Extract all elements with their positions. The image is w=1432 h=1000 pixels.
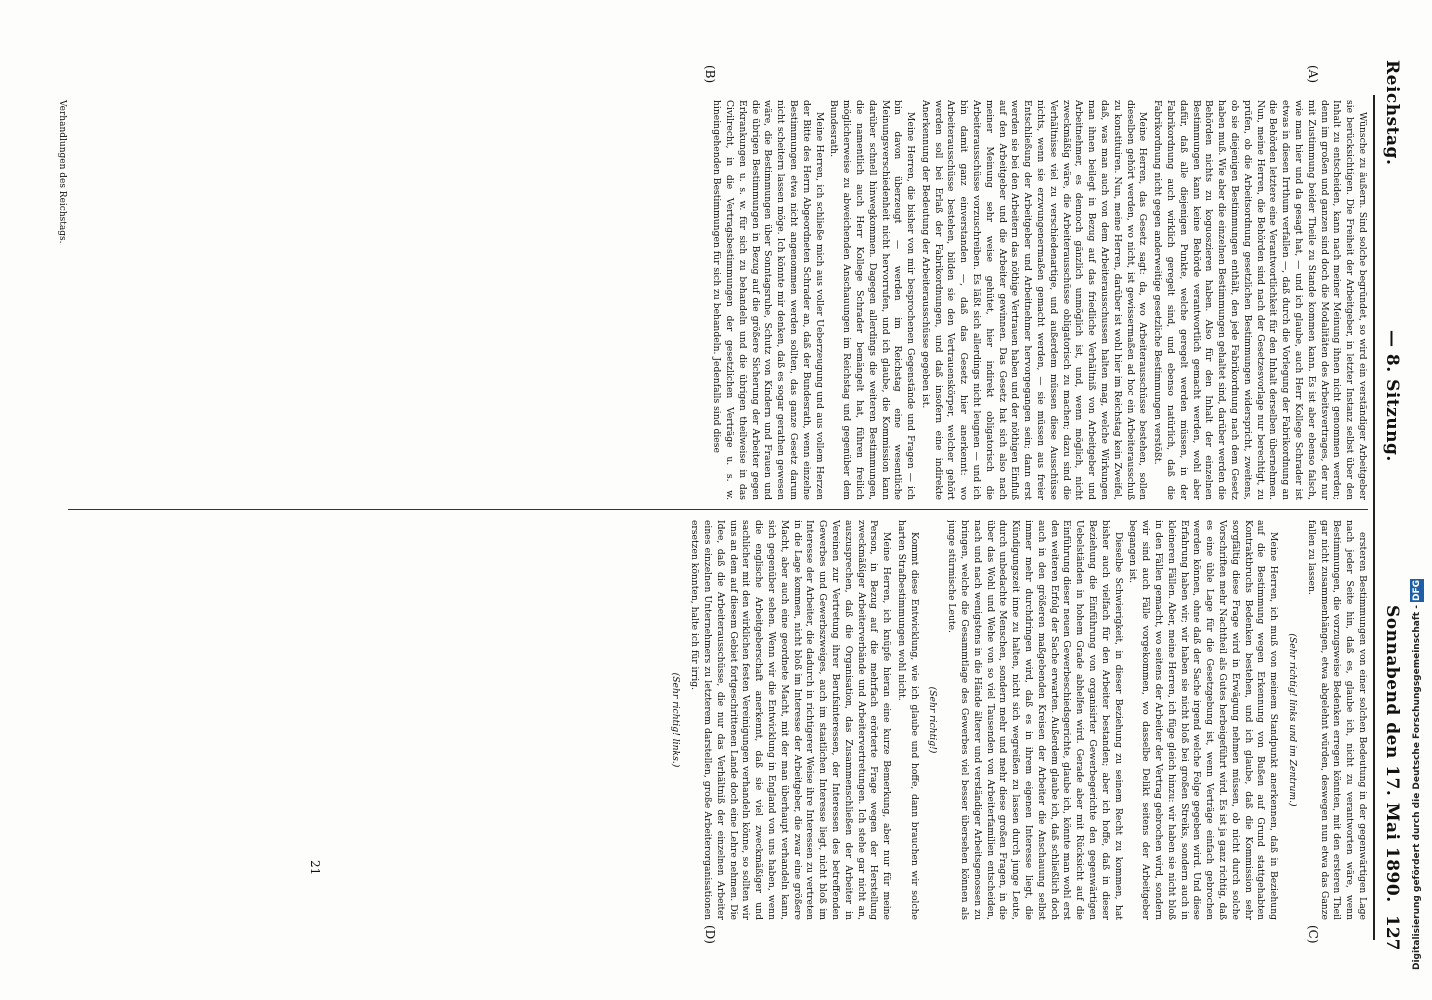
margin-marker-b: (B) [703,65,717,84]
header-session: — 8. Sitzung. [1382,330,1402,462]
interjection: (Sehr richtig! links.) [670,672,682,768]
paragraph: Kommt diese Entwicklung, wie ich glaube und hoffe, dann brauchen wir solche harten Strafbestimmungen wohl nicht. [895,520,920,920]
page-number: 127 [1382,915,1402,951]
interjection: (Sehr richtig! links und im Zentrum.) [1287,633,1299,807]
margin-marker-c: (C) [1306,925,1320,944]
dfg-logo: DFG [1412,579,1422,601]
header-parliament: Reichstag. [1382,60,1402,166]
right-column [68,520,1368,920]
paragraph: Meine Herren, ich muß von meinem Standpunkt anerkennen, daß in Beziehung auf die Bestimmung wegen Erkennung von Bußen auf Grund stattgehabten Kontraktbruchs Bedenken bestehen, und ich glaube, daß die Kommission sehr sorgfältig diese Frage wird in Erwägung nehmen müssen, ob nicht durch solche Vorschriften mehr Nachtheil als Gutes herbeigeführt wird. Es ist ja ganz richtig, daß es eine üble Lage für die Gesetzgebung ist, wenn Verträge einfach gebrochen werden können, ohne daß der Sache irgend welche Folge gegeben wird. Und diese Erfahrung haben wir; wir haben sie nicht bloß bei großen Streiks, sondern auch in kleineren Fällen. Aber, meine Herren, ich füge gleich hinzu: wir haben sie nicht bloß in den Fällen gemacht, wo seitens der Arbeiter der Vertrag gebrochen wird, sondern wir sind auch Fälle vorgekommen, wo dasselbe Delikt seitens der Arbeitgeber begangen ist. [1127,520,1280,920]
paragraph: Meine Herren, die bisher von mir besprochenen Gegenstände und Fragen — ich bin davon überzeugt — werden im Reichstag eine wesentliche Meinungsverschiedenheit nicht hervorrufen, und ich glaube, die Kommission kann darüber schnell hinwegkommen. Dagegen allerdings die weiteren Bestimmungen, die namentlich auch Herr Kollege Schrader bemängelt hat, führen freilich möglicherweise zu abweichenden Anschauungen im Reichstag und gegenüber dem Bundesrath. [828,100,917,500]
paragraph: Dieselbe Schwierigkeit, in dieser Beziehung zu seinem Recht zu kommen, hat bisher auch vielfach für den Arbeiter bestanden; aber ich hoffe, daß in dieser Beziehung die Einführung von organisirter Gewerbegerichte den gegenwärtigen Uebelständen in hohem Grade abhelfen wird. Gerade aber mit Rücksicht auf die Einführung dieser neuen Gewerbeschiedsgerichte, glaube ich, könnte man wohl erst den weiteren Erfolg der Sache erwarten. Außerdem glaube ich, daß schließlich doch auch in den größeren maßgebenden Kreisen der Arbeiter die Anschauung selbst immer mehr durchdringen wird, daß es in ihrem eigenen Interesse liegt, die Kündigungszeit inne zu halten, nicht sich wegreißen zu lassen durch junge Leute, durch unbedachte Menschen, sondern mehr und mehr diese großen Fragen, in die über das Wohl und Wehe von so viel Tausenden von Arbeiterfamilien entscheiden, nach und nach wenigstens in die Hände älterer und verständiger Arbeitsgenossen zu bringen, welche die Gesammtlage des Gewerbes viel besser übersehen können als junge stürmische Leute. [946,520,1124,920]
left-column [68,100,1368,500]
paragraph: Meine Herren, ich knüpfe hieran eine kurze Bemerkung, aber nur für meine Person, in Bezug auf die mehrfach erörterte Frage wegen der Herstellung zweckmäßiger Arbeiterverbände und Arbeitervertretungen. Ich stehe gar nicht an, auszusprechen, daß die Organisation, das Zusammenschließen der Arbeiter in Vereinen zur Vertretung ihrer Berufsinteressen, der Interessen des betreffenden Gewerbes und Gewerbszweiges, auch im staatlichen Interesse liegt, nicht bloß im Interesse der Arbeiter, die dadurch in richtigerer Weise ihre Interessen zu vertreten in die Lage kommen, nicht bloß im Interesse der Arbeitgeber, die zwar eine größere Macht, aber auch eine geordnete Macht, mit der man überhaupt verhandeln kann, sich gegenüber sehen. Wenn wir die Entwicklung in England von uns haben, wenn die englische Arbeitgeberschaft anerkennt, daß sie viel zweckmäßiger und sachlicher mit den wirklichen festen Vereinigungen verhandeln könne, so sollten wir uns an dem auf diesem Gebiet fortgeschrittenen Lande doch eine Lehre nehmen. Die Idee, daß die Arbeiterausschüsse, die nur das Verhältniß der einzelnen Arbeiter eines einzelnen Unternehmers zu letzterem darstellen, große Arbeiterorganisationen ersetzen könnten, halte ich für irrig. [689,520,893,920]
signature-mark: 21 [308,860,322,876]
column-divider [68,509,1368,510]
header-date: Sonnabend den 17. Mai 1890. [1382,605,1402,903]
margin-marker-d: (D) [703,925,717,944]
digitization-credit [1410,40,1426,970]
paragraph: Meine Herren, ich schließe mich aus voller Ueberzeugung und aus vollem Herzen der Bitte des Herrn Abgeordneten Schrader an, daß der Bundesrath, wenn einzelne Bestimmungen etwa nicht angenommen werden sollten, das ganze Gesetz darum nicht scheitern lassen möge. Ich könnte mir denken, daß es sogar gerathen gewesen wäre, die Bestimmungen über Sonntagsruhe, Schutz von Kindern und Frauen und die übrigen Bestimmungen in Bezug auf die größere Sicherung der Arbeiter gegen Erkrankungen u. s. w. für sich zu behandeln und die übrigen theilweise in das Civilrecht, in die Vertragsbestimmungen der gesetzlichen Verträge u. s. w. hineingehenden Bestimmungen für sich zu behandeln. Jedenfalls sind diese [711,100,825,500]
interjection: (Sehr richtig!) [927,686,939,754]
margin-marker-a: (A) [1306,65,1320,84]
header-rule [1373,95,1375,940]
footer-note: Verhandlungen des Reichstags. [57,100,67,244]
paragraph: Meine Herren, das Gesetz sagt: da, wo Arbeiterausschüsse bestehen, sollen dieselben gehört werden, wo nicht, ist gewissermaßen ad hoc ein Arbeiterausschuß zu konstituiren. Nun, meine Herren, darüber ist wohl hier im Reichstag kein Zweifel, daß, was man auch von dem Arbeiterausschussen halten mag, welche Wirkungen man ihnen beilegt in Bezug auf das friedliche Verhältniß von Arbeitgeber und Arbeitnehmer, es dennoch gänzlich unmöglich ist, und, wenn möglich, nicht zweckmäßig wäre, die Arbeiterausschüsse obligatorisch zu machen; dazu sind die Verhältnisse viel zu verschiedenartige, und außerdem müssen diese Ausschüsse nichts, wenn sie erzwungenermaßen gemacht werden, — sie müssen aus freier Entschließung der Arbeitgeber und Arbeitnehmer hervorgegangen sein; dann erst werden sie bei den Arbeitern das nöthige Vertrauen haben und der nöthigen Einfluß auf den Arbeitgeber und die Arbeiter gewinnen. Das Gesetz hat sich also nach meiner Meinung sehr weise gehütet, hier indirekt obligatorisch die Arbeiterausschüsse vorzuschreiben. Es läßt sich allerdings nicht leugnen — und ich bin damit ganz einverstanden —, daß das Gesetz hier anerkennt: wo Arbeiterausschüsse bestehen, bilden sie den Vertrauenskörper, welcher gehört werden soll bei Erlaß der Fabrikordnungen, und daß insofern eine indirekte Anerkennung der Bedeutung der Arbeiterausschüsse gegeben ist. [919,100,1149,500]
credit-text: Digitalisierung gefördert durch die Deutsche Forschungsgemeinschaft - [1412,605,1422,970]
paragraph: ersteren Bestimmungen von einer solchen Bedeutung in der gegenwärtigen Lage nach jeder Seite hin, daß es, glaube ich, nicht zu verantworten wäre, wenn Bestimmungen, die vorzugsweise Bedenken erregen könnten, mit den ersteren Theil gar nicht zusammenhängen, etwa abgelehnt würden, deswegen nun etwa das Ganze fallen zu lassen. [1305,520,1368,920]
paragraph: Wünsche zu äußern. Sind solche begründet, so wird ein verständiger Arbeitgeber sie berücksichtigen. Die Freiheit der Arbeitgeber, in letzter Instanz selbst über den Inhalt zu entscheiden, kann nach meiner Meinung ihnen nicht genommen werden; denn im großen und ganzen sind doch die Modalitäten des Arbeitsvertrages, der nur mit Zustimmung beider Theile zu Stande kommen kann. Es ist aber ebenso falsch, wie man hier und da gesagt hat, — und ich glaube, auch Herr Kollege Schrader ist etwas in diesen Irrthum verfallen —, daß durch die Vorlegung der Fabrikordnung an die Behörden letztere eine Verantwortlichkeit für den Inhalt derselben übernehmen. Nun, meine Herren, die Behörden sind nach der Gesetzesvorlage nur berechtigt, zu prüfen, ob die Arbeitsordnung gesetzlichen Bestimmungen widerspricht, zweitens, ob sie diejenigen Bestimmungen enthält, den jede Fabrikordnung nach dem Gesetz haben muß. Wie aber die einzelnen Bestimmungen gehaltet sind, darüber werden die Behörden nichts zu koguoszieren haben. Also für den Inhalt der einzelnen Bestimmungen kann keine Behörde verantwortlich gemacht werden, wohl aber dafür, daß alle diejenigen Punkte, welche geregelt werden müssen, in der Fabrikordnung auch wirklich geregelt sind, und ebenso natürlich, daß die Fabrikordnung nicht gegen anderweitige gesetzliche Bestimmungen verstößt. [1152,100,1368,500]
